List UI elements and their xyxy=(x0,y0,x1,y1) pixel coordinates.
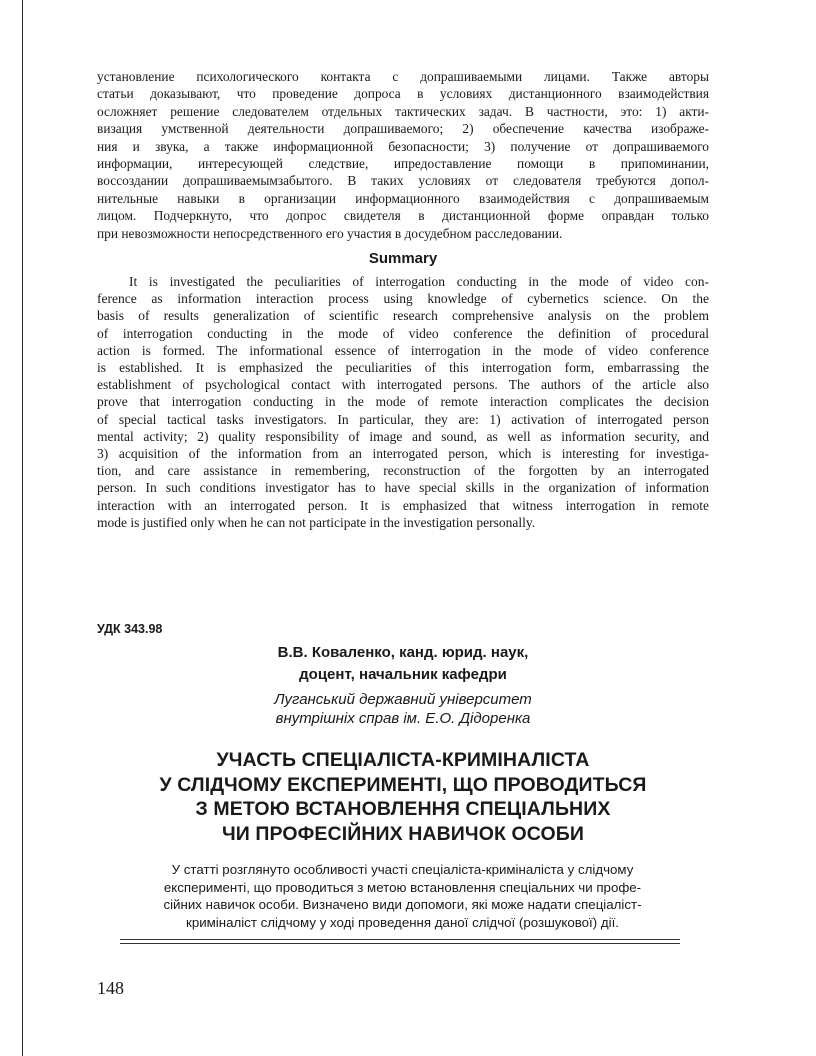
text-line: осложняет решение следователем отдельных тактических задач. В частности, это: 1) акти- xyxy=(97,103,709,119)
abstract-line: криміналіст слідчому у ході проведення даної слідчої (розшукової) дії. xyxy=(186,914,619,930)
affiliation-line: внутрішніх справ ім. Е.О. Дідоренка xyxy=(275,710,531,727)
text-line: воссоздании допрашиваемымзабытого. В таких условиях от следователя требуются допол- xyxy=(97,173,709,189)
abstract-line: У статті розглянуто особливості участі спеціаліста-криміналіста у слідчому xyxy=(171,862,634,877)
title-line: З МЕТОЮ ВСТАНОВЛЕННЯ СПЕЦІАЛЬНИХ xyxy=(195,798,611,820)
russian-summary-paragraph xyxy=(97,68,709,242)
title-line: ЧИ ПРОФЕСІЙНИХ НАВИЧОК ОСОБИ xyxy=(222,822,584,845)
text-line: при невозможности непосредственного его участия в досудебном расследовании. xyxy=(97,225,563,241)
text-line: информации, интересующей следствие, ипредоставление помощи в припоминании, xyxy=(97,156,709,172)
article-abstract xyxy=(120,861,685,931)
text-line: ния и звука, а также информационной безопасности; 3) получение от допрашиваемого xyxy=(97,138,709,154)
english-summary-paragraph xyxy=(97,273,709,531)
text-line: of interrogation conducting in the mode of video conference the definition of procedural xyxy=(97,325,709,341)
text-line: статьи доказывают, что проведение допроса в условиях дистанционного взаимодействия xyxy=(97,86,709,102)
page-spine-line xyxy=(22,0,23,1056)
text-line: 3) acquisition of the information from an interrogated person, which is interesting for investiga- xyxy=(97,446,709,462)
text-line: is established. It is emphasized the peculiarities of this interrogation form, embarrassing the xyxy=(97,360,709,376)
text-line: action is formed. The informational essence of interrogation in the mode of video conference xyxy=(97,342,709,358)
udk-code: УДК 343.98 xyxy=(97,622,163,636)
page-number: 148 xyxy=(97,978,124,998)
text-line: It is investigated the peculiarities of interrogation conducting in the mode of video con- xyxy=(129,274,709,289)
text-line: prove that interrogation conducting in the mode of remote interaction complicates the decision xyxy=(97,394,709,410)
title-line: У СЛІДЧОМУ ЕКСПЕРИМЕНТІ, ЩО ПРОВОДИТЬСЯ xyxy=(159,773,647,796)
abstract-line: експерименті, що проводиться з метою встановлення спеціальних чи профе- xyxy=(163,879,642,895)
abstract-divider-bottom xyxy=(120,943,680,944)
author-line: В.В. Коваленко, канд. юрид. наук, xyxy=(277,644,529,661)
text-line: лицом. Подчеркнуто, что допрос свидетеля в дистанционной форме оправдан только xyxy=(97,208,709,224)
text-line: tion, and care assistance in remembering, reconstruction of the forgotten by an interrogated xyxy=(97,463,709,479)
author-credentials xyxy=(97,642,709,686)
text-line: ference as information interaction process using knowledge of cybernetics science. On the xyxy=(97,291,709,307)
text-line: установление психологического контакта с допрашиваемыми лицами. Также авторы xyxy=(97,69,709,84)
author-line: доцент, начальник кафедри xyxy=(299,666,507,683)
title-line: УЧАСТЬ СПЕЦІАЛІСТА-КРИМІНАЛІСТА xyxy=(216,749,590,771)
article-title xyxy=(97,748,709,846)
text-line: interaction with an interrogated person. It is emphasized that witness interrogation in remote xyxy=(97,497,709,513)
summary-heading: Summary xyxy=(368,250,438,267)
abstract-line: сійних навичок особи. Визначено види допомоги, які може надати спеціаліст- xyxy=(163,897,642,913)
text-line: basis of results generalization of scientific research comprehensive analysis on the problem xyxy=(97,308,709,324)
text-line: нительные навыки в организации информационного взаимодействия с допрашиваемым xyxy=(97,190,709,206)
abstract-divider-top xyxy=(120,939,680,940)
text-line: of special tactical tasks investigators. In particular, they are: 1) activation of interrogated person xyxy=(97,411,709,427)
text-line: mental activity; 2) quality responsibility of image and sound, as well as information security, and xyxy=(97,428,709,444)
text-line: establishment of psychological contact with interrogated persons. The authors of the article also xyxy=(97,377,709,393)
author-affiliation xyxy=(97,690,709,728)
text-line: визация умственной деятельности допрашиваемого; 2) обеспечение качества изображе- xyxy=(97,121,709,137)
affiliation-line: Луганський державний університет xyxy=(274,691,532,708)
text-line: person. In such conditions investigator has to have special skills in the organization of information xyxy=(97,480,709,496)
text-line: mode is justified only when he can not participate in the investigation personally. xyxy=(97,514,536,530)
